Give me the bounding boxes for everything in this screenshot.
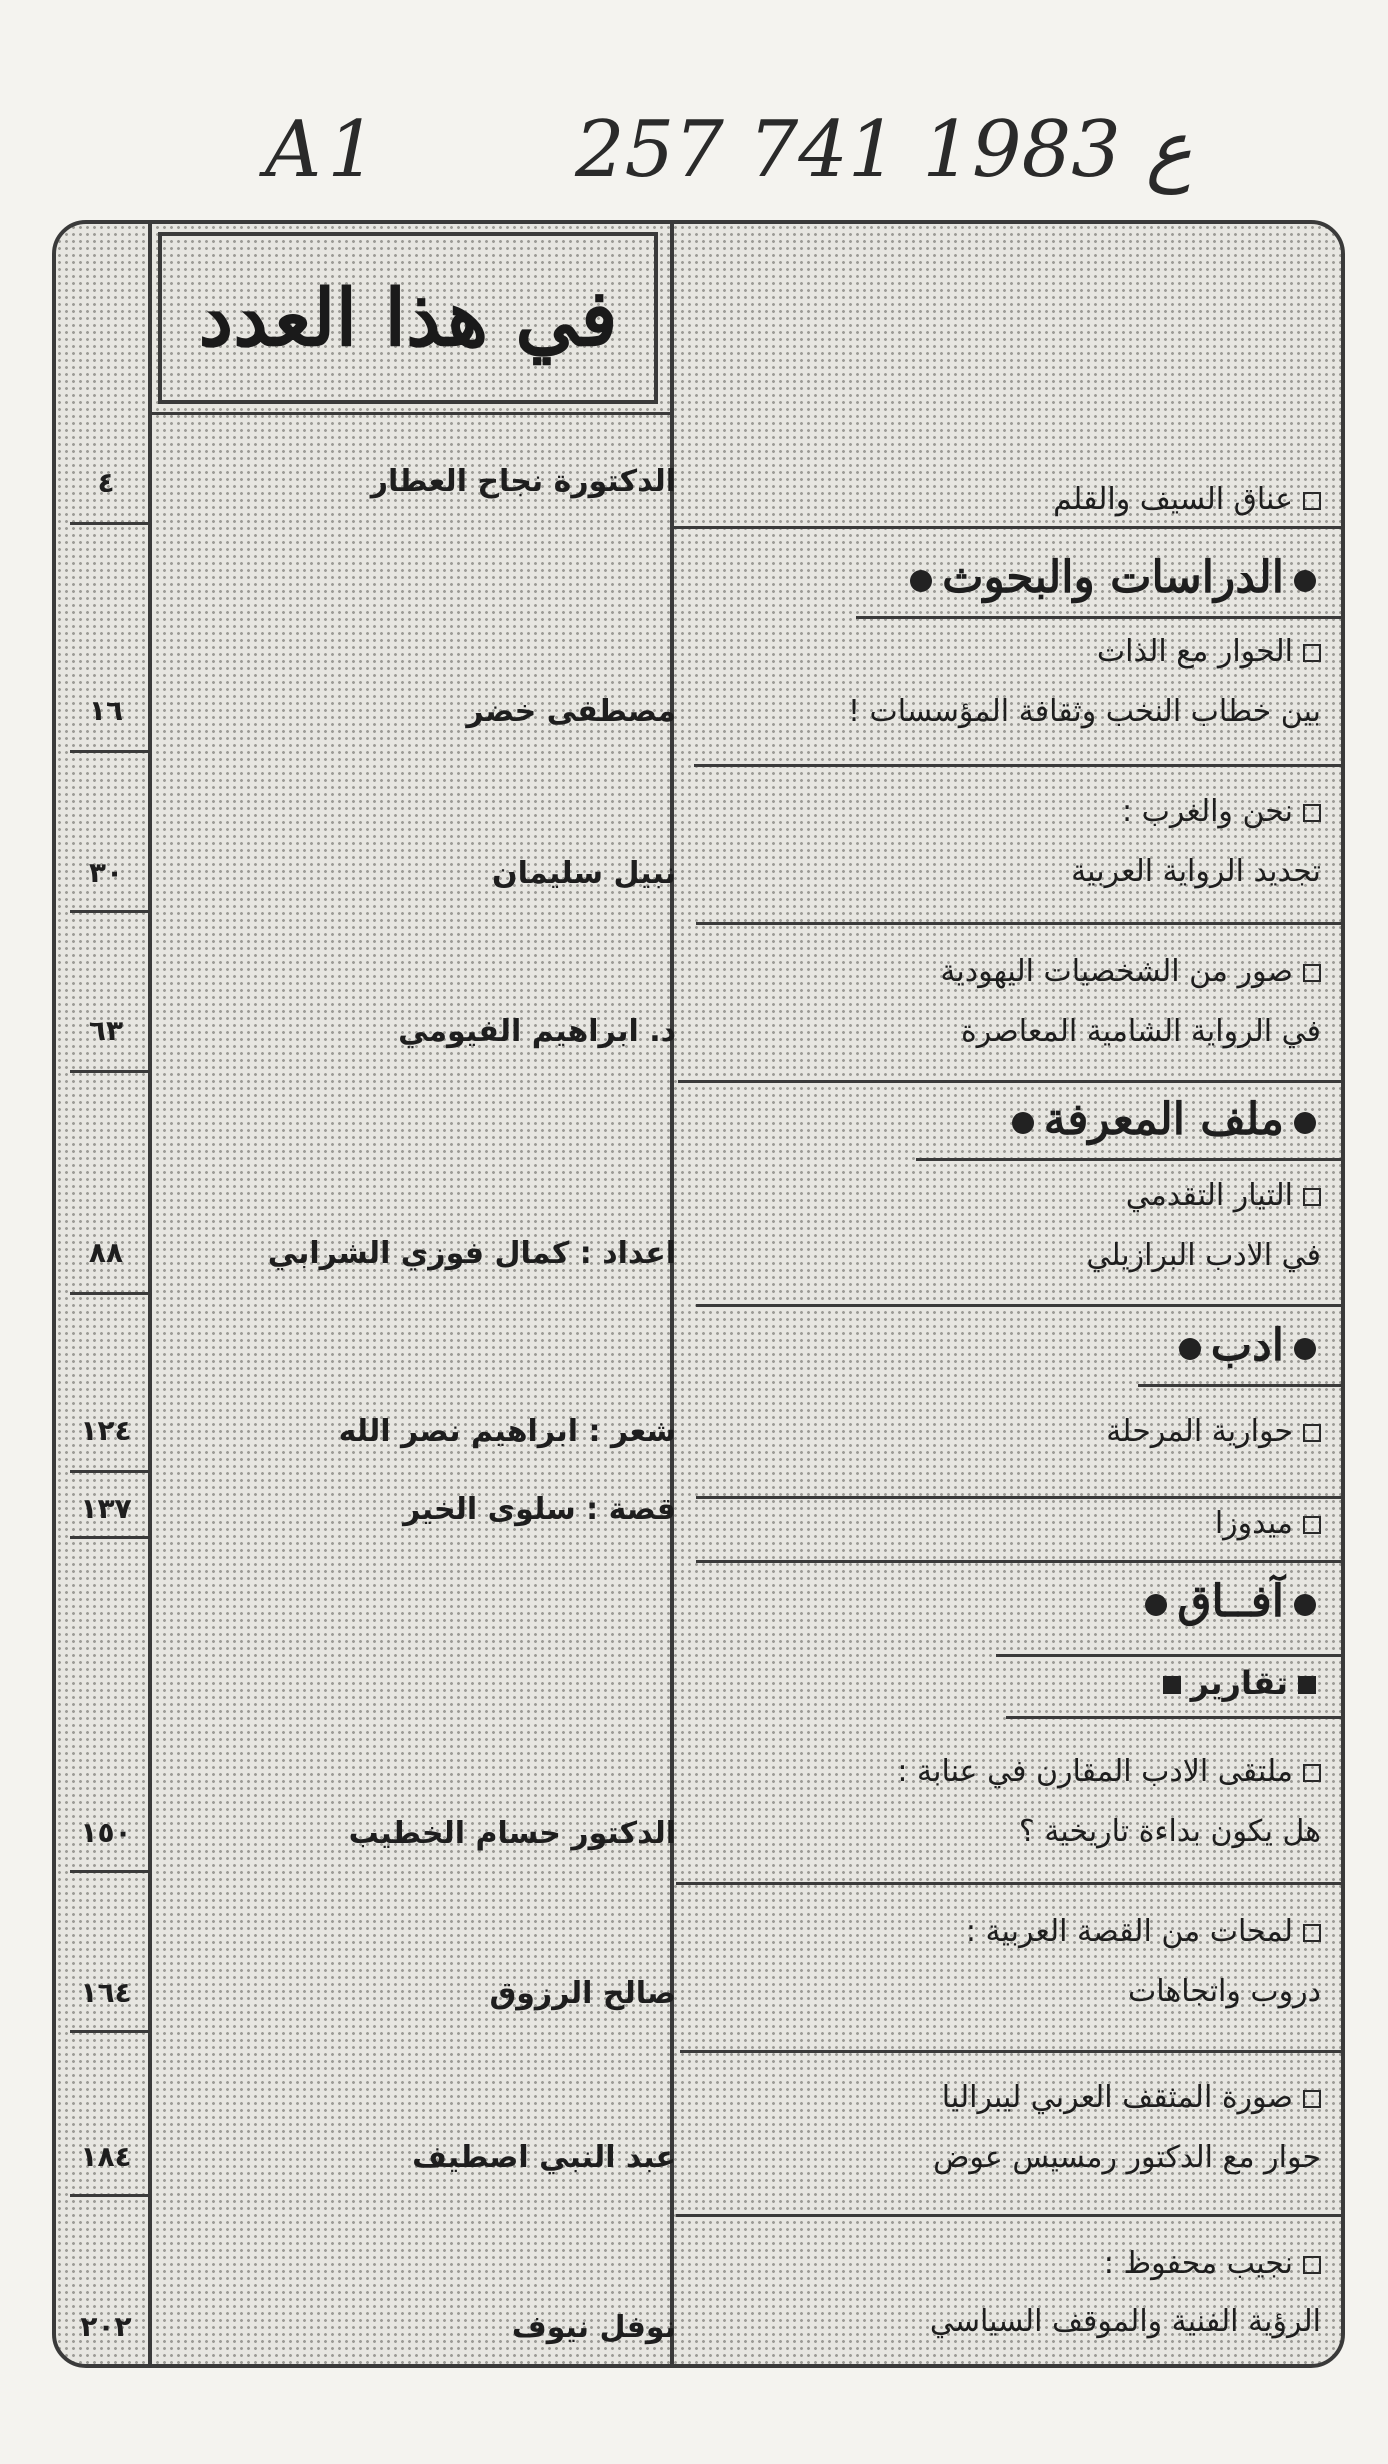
entry-3-title-line-1: نحن والغرب : bbox=[666, 794, 1321, 829]
entry-2-title-line-1: الحوار مع الذات bbox=[666, 634, 1321, 669]
checkbox-icon bbox=[1303, 964, 1321, 982]
page-rule bbox=[70, 2030, 148, 2033]
checkbox-icon bbox=[1303, 2090, 1321, 2108]
entry-7-page: ١٣٧ bbox=[80, 1492, 132, 1525]
entry-9-title-line-1: لمحات من القصة العربية : bbox=[666, 1914, 1321, 1949]
entry-8-page: ١٥٠ bbox=[80, 1816, 132, 1849]
page-rule bbox=[70, 1470, 148, 1473]
entry-5-title-line-2: في الادب البرازيلي bbox=[1086, 1238, 1321, 1273]
checkbox-icon bbox=[1303, 644, 1321, 662]
checkbox-icon bbox=[1303, 804, 1321, 822]
entry-9-title-line-2: دروب واتجاهات bbox=[1128, 1974, 1321, 2009]
bullet-dot-icon bbox=[1294, 570, 1316, 592]
section-rule bbox=[856, 616, 1344, 619]
bullet-dot-icon bbox=[1294, 1338, 1316, 1360]
subsection-reports: تقارير bbox=[996, 1664, 1326, 1702]
section-rule bbox=[996, 1654, 1344, 1657]
entry-4-title-line-1: صور من الشخصيات اليهودية bbox=[666, 954, 1321, 989]
entry-6-title: حوارية المرحلة bbox=[666, 1414, 1321, 1449]
rule bbox=[674, 526, 1344, 529]
entry-4-title-line-2: في الرواية الشامية المعاصرة bbox=[961, 1014, 1321, 1049]
entry-8-title-line-1: ملتقى الادب المقارن في عنابة : bbox=[666, 1754, 1321, 1789]
author-column-divider bbox=[670, 224, 674, 2364]
checkbox-icon bbox=[1303, 1924, 1321, 1942]
section-heading-horizons: آفــاق bbox=[676, 1576, 1326, 1627]
contents-panel bbox=[52, 220, 1345, 2368]
bullet-dot-icon bbox=[1294, 1594, 1316, 1616]
entry-2-page: ١٦ bbox=[88, 694, 124, 727]
page-rule bbox=[70, 522, 148, 525]
rule bbox=[696, 1496, 1344, 1499]
page-rule bbox=[70, 750, 148, 753]
entry-7-author: قصة : سلوى الخير bbox=[403, 1492, 676, 1527]
page-rule bbox=[70, 1292, 148, 1295]
handwritten-note-right: 257 ع 1983 741 bbox=[575, 105, 1193, 195]
page-rule bbox=[70, 2194, 148, 2197]
rule bbox=[676, 1882, 1344, 1885]
entry-9-author: صالح الرزوق bbox=[489, 1976, 676, 2011]
rule bbox=[696, 1304, 1344, 1307]
entry-4-page: ٦٣ bbox=[88, 1014, 124, 1047]
entry-8-title-line-2: هل يكون بداءة تاريخية ؟ bbox=[1018, 1814, 1321, 1849]
rule bbox=[696, 922, 1344, 925]
entry-1-title: عناق السيف والقلم bbox=[666, 482, 1321, 517]
rule bbox=[696, 1560, 1344, 1563]
checkbox-icon bbox=[1303, 492, 1321, 510]
entry-6-page: ١٢٤ bbox=[80, 1414, 132, 1447]
rule bbox=[678, 1080, 1344, 1083]
square-bullet-icon bbox=[1163, 1676, 1181, 1694]
page-rule bbox=[70, 910, 148, 913]
entry-11-page: ٢٠٢ bbox=[80, 2310, 132, 2343]
handwritten-note-left: A1 bbox=[265, 105, 383, 195]
rule bbox=[680, 2050, 1344, 2053]
entry-10-title-line-1: صورة المثقف العربي ليبراليا bbox=[666, 2080, 1321, 2115]
author-column-top-rule bbox=[152, 412, 670, 415]
title-box bbox=[158, 232, 658, 404]
bullet-dot-icon bbox=[1179, 1338, 1201, 1360]
entry-6-author: شعر : ابراهيم نصر الله bbox=[338, 1414, 676, 1449]
checkbox-icon bbox=[1303, 1424, 1321, 1442]
bullet-dot-icon bbox=[1294, 1112, 1316, 1134]
section-rule bbox=[916, 1158, 1344, 1161]
square-bullet-icon bbox=[1298, 1676, 1316, 1694]
entry-9-page: ١٦٤ bbox=[80, 1976, 132, 2009]
entry-3-title-line-2: تجديد الرواية العربية bbox=[1071, 854, 1321, 889]
entry-10-page: ١٨٤ bbox=[80, 2140, 132, 2173]
section-heading-research: الدراسات والبحوث bbox=[676, 552, 1326, 603]
rule bbox=[676, 2214, 1344, 2217]
entry-11-title-line-2: الرؤية الفنية والموقف السياسي bbox=[929, 2304, 1321, 2339]
page-rule bbox=[70, 1870, 148, 1873]
section-heading-knowledge-file: ملف المعرفة bbox=[676, 1094, 1326, 1145]
page-title: في هذا العدد bbox=[198, 272, 618, 364]
entry-5-author: اعداد : كمال فوزي الشرابي bbox=[267, 1236, 676, 1271]
bullet-dot-icon bbox=[1012, 1112, 1034, 1134]
entry-10-title-line-2: حوار مع الدكتور رمسيس عوض bbox=[933, 2140, 1321, 2175]
entry-5-title-line-1: التيار التقدمي bbox=[666, 1178, 1321, 1213]
page-rule bbox=[70, 1070, 148, 1073]
rule bbox=[694, 764, 1344, 767]
entry-1-author: الدكتورة نجاح العطار bbox=[370, 464, 676, 499]
entry-11-author: نوفل نيوف bbox=[511, 2310, 676, 2345]
checkbox-icon bbox=[1303, 1516, 1321, 1534]
section-heading-literature: ادب bbox=[676, 1320, 1326, 1371]
entry-11-title-line-1: نجيب محفوظ : bbox=[666, 2246, 1321, 2281]
page-column-divider bbox=[148, 224, 152, 2364]
entry-10-author: عبد النبي اصطيف bbox=[412, 2140, 676, 2175]
entry-1-page: ٤ bbox=[97, 466, 115, 499]
checkbox-icon bbox=[1303, 2256, 1321, 2274]
entry-3-author: نبيل سليمان bbox=[492, 856, 676, 891]
entry-7-title: ميدوزا bbox=[666, 1506, 1321, 1541]
entry-8-author: الدكتور حسام الخطيب bbox=[348, 1816, 676, 1851]
entry-4-author: د. ابراهيم الفيومي bbox=[398, 1014, 676, 1049]
entry-2-title-line-2: بين خطاب النخب وثقافة المؤسسات ! bbox=[847, 694, 1321, 729]
page-rule bbox=[70, 1536, 148, 1539]
section-rule bbox=[1138, 1384, 1344, 1387]
checkbox-icon bbox=[1303, 1764, 1321, 1782]
entry-3-page: ٣٠ bbox=[88, 856, 124, 889]
subsection-rule bbox=[1006, 1716, 1344, 1719]
bullet-dot-icon bbox=[910, 570, 932, 592]
entry-2-author: مصطفى خضر bbox=[466, 694, 676, 729]
checkbox-icon bbox=[1303, 1188, 1321, 1206]
entry-5-page: ٨٨ bbox=[88, 1236, 124, 1269]
bullet-dot-icon bbox=[1145, 1594, 1167, 1616]
